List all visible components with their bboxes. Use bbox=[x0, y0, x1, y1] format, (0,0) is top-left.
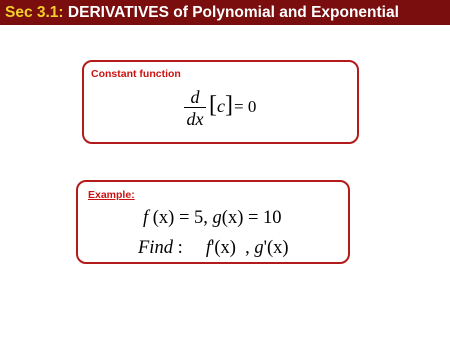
open-bracket: [ bbox=[209, 92, 217, 118]
equals-zero: = 0 bbox=[234, 97, 257, 116]
task-comma: , bbox=[245, 238, 250, 258]
constant-function-heading: Constant function bbox=[91, 68, 181, 80]
section-label: Sec 3.1: bbox=[5, 3, 64, 21]
example-task bbox=[138, 238, 289, 259]
function-g-value: (x) = 10 bbox=[221, 208, 282, 228]
example-definitions bbox=[143, 208, 282, 229]
function-f-value: (x) = 5, bbox=[152, 208, 208, 228]
f-prime: f bbox=[205, 238, 211, 258]
function-f: f bbox=[143, 208, 149, 228]
g-prime-arg: '(x) bbox=[263, 238, 289, 258]
find-colon: : bbox=[177, 238, 183, 258]
derivative-operator bbox=[184, 88, 206, 128]
derivative-numerator: d bbox=[190, 87, 200, 107]
find-label: Find bbox=[138, 238, 173, 258]
derivative-denominator: dx bbox=[186, 109, 204, 129]
constant-variable: c bbox=[217, 96, 225, 116]
example-panel bbox=[76, 180, 350, 264]
slide-title bbox=[5, 4, 399, 22]
function-g: g bbox=[212, 208, 222, 228]
example-heading: Example: bbox=[88, 189, 135, 201]
fraction-bar bbox=[184, 107, 206, 108]
constant-function-panel bbox=[82, 60, 359, 144]
title-bar bbox=[0, 0, 450, 25]
g-prime: g bbox=[254, 238, 264, 258]
f-prime-arg: '(x) bbox=[210, 238, 236, 258]
close-bracket: ] bbox=[225, 92, 233, 118]
title-main: DERIVATIVES of Polynomial and Exponential bbox=[67, 3, 399, 21]
bracket-expression bbox=[209, 92, 233, 119]
